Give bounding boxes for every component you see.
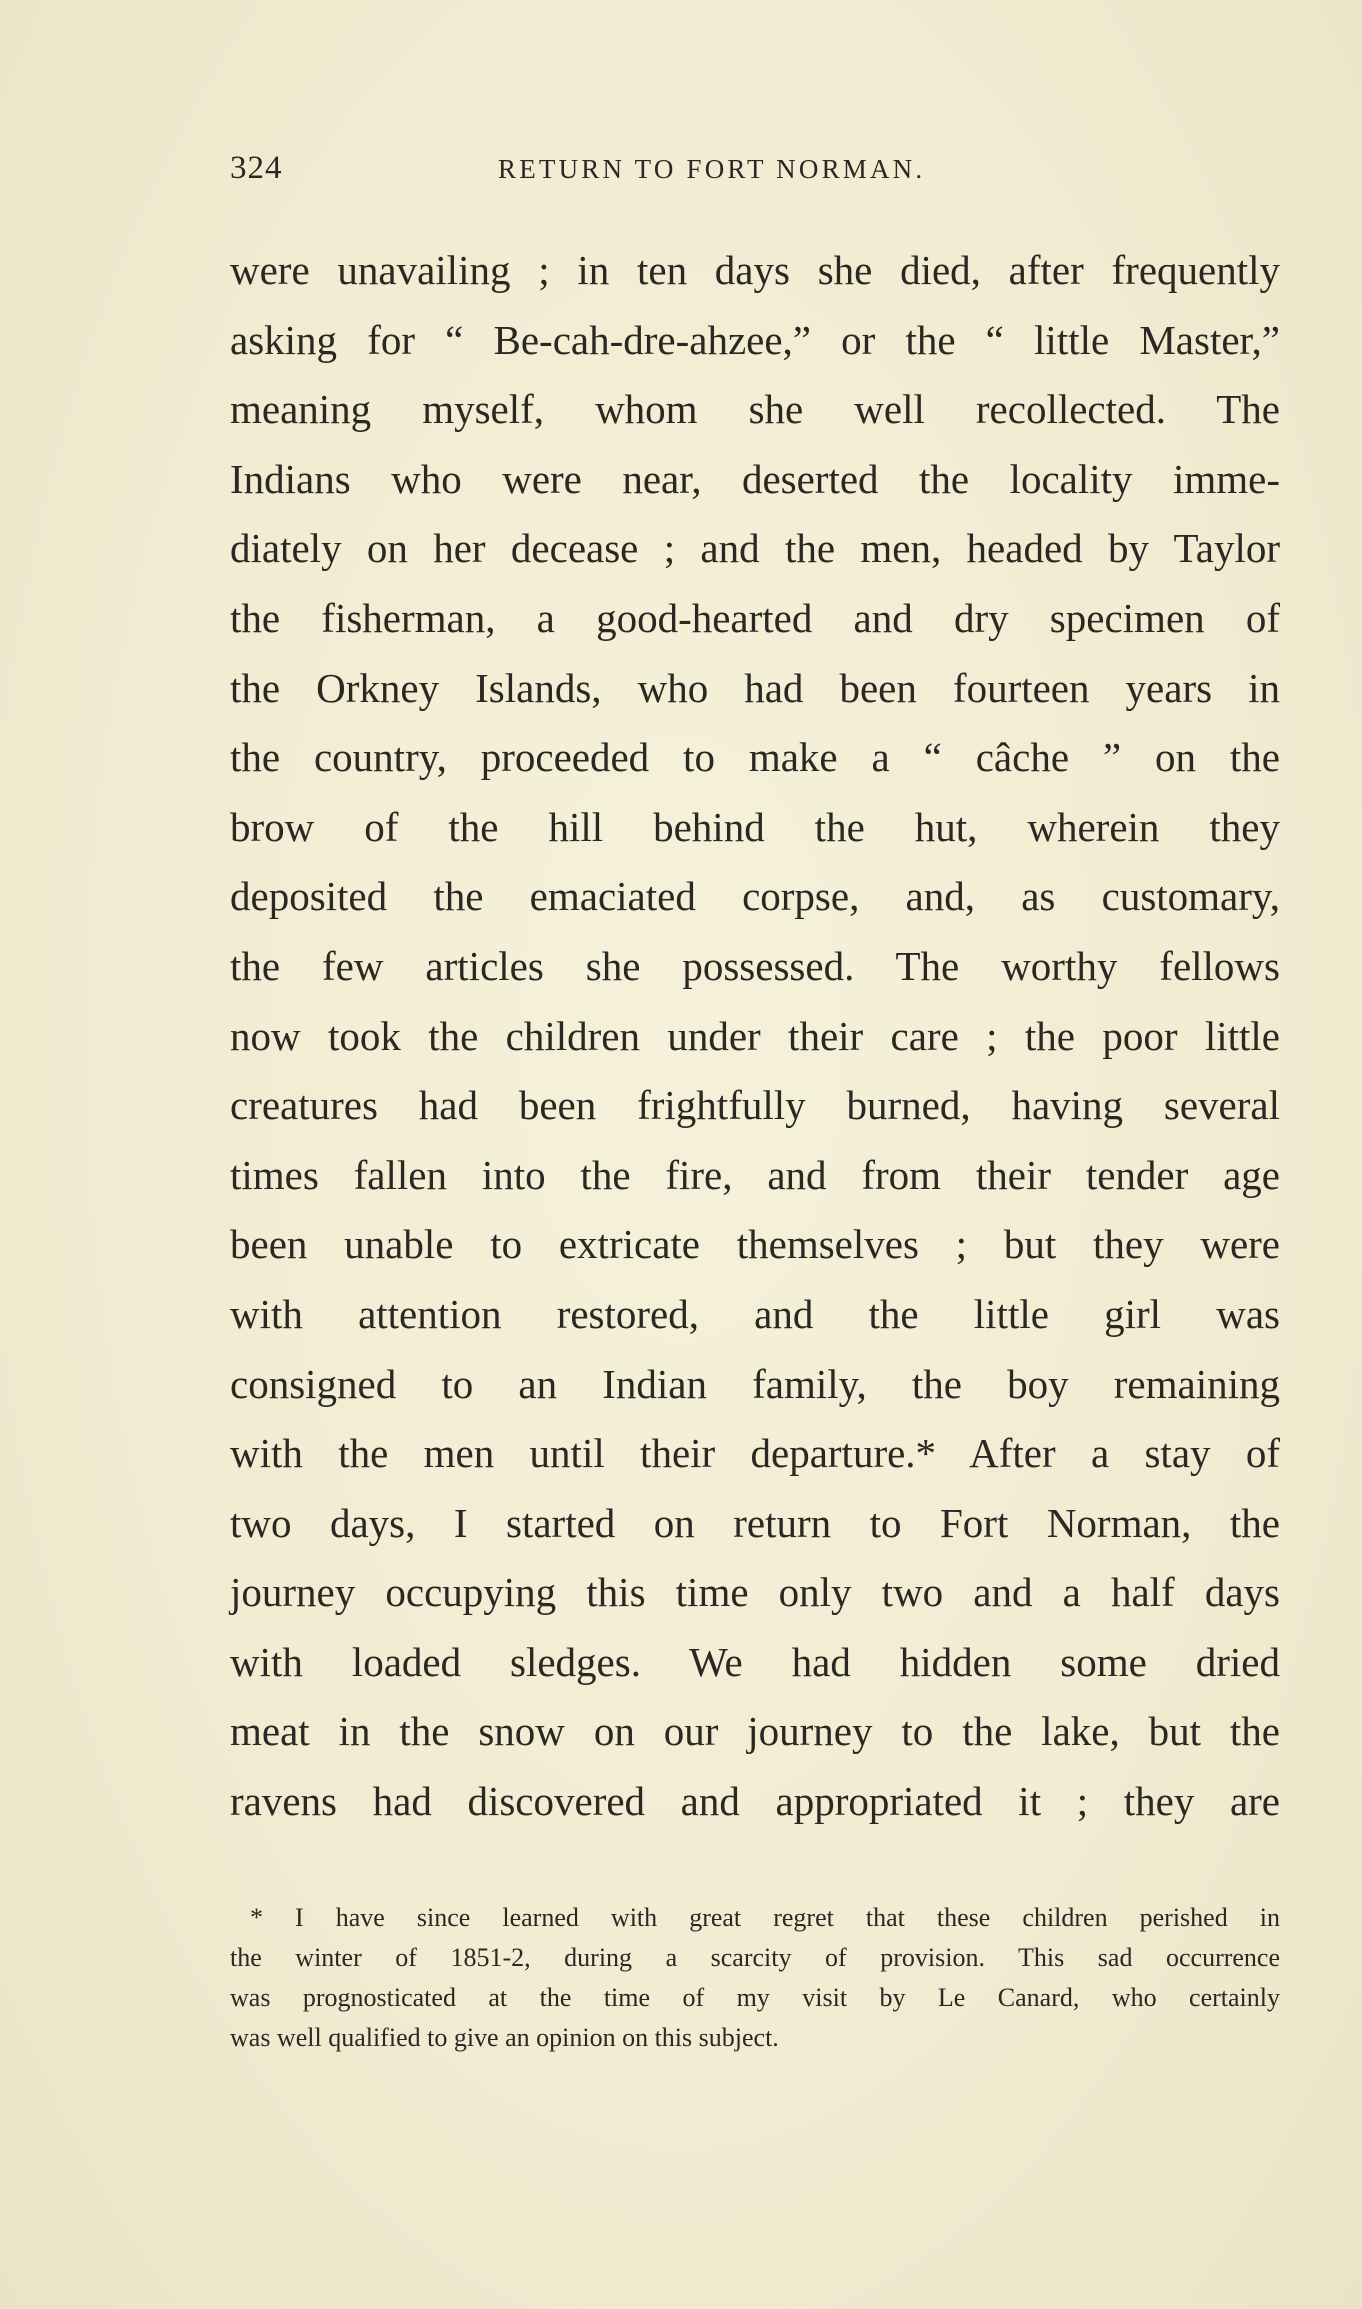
body-text [230,236,1280,1837]
text-line: meaning myself, whom she well recollected. The [230,386,1280,433]
text-line: creatures had been frightfully burned, having several [230,1082,1280,1129]
footnote-line: was well qualified to give an opinion on this subject. [230,2023,779,2052]
text-line: journey occupying this time only two and a half days [230,1569,1280,1616]
footnote-line: the winter of 1851-2, during a scarcity of provision. This sad occurrence [230,1943,1280,1972]
text-line: the Orkney Islands, who had been fourteen years in [230,664,1280,711]
text-line: ravens had discovered and appropriated it ; they are [230,1778,1280,1825]
page-number: 324 [230,150,283,186]
text-line: Indians who were near, deserted the locality imme- [230,455,1280,502]
text-line: now took the children under their care ; the poor little [230,1012,1280,1059]
text-line: times fallen into the fire, and from their tender age [230,1151,1280,1198]
text-line: with attention restored, and the little girl was [230,1290,1280,1337]
footnote [230,1898,1280,2058]
text-line: with the men until their departure.* After a stay of [230,1430,1280,1477]
footnote-line: * I have since learned with great regret that these children perished in [250,1903,1280,1932]
running-head [230,150,1030,200]
text-line: deposited the emaciated corpse, and, as customary, [230,873,1280,920]
text-line: the fisherman, a good-hearted and dry specimen of [230,594,1280,641]
text-line: asking for “ Be-cah-dre-ahzee,” or the “ little Master,” [230,316,1280,363]
text-line: consigned to an Indian family, the boy remaining [230,1360,1280,1407]
text-line: brow of the hill behind the hut, wherein they [230,803,1280,850]
text-line: meat in the snow on our journey to the lake, but the [230,1708,1280,1755]
text-line: were unavailing ; in ten days she died, after frequently [230,247,1280,293]
text-line: with loaded sledges. We had hidden some dried [230,1638,1280,1685]
text-line: diately on her decease ; and the men, headed by Taylor [230,525,1280,572]
text-line: the country, proceeded to make a “ câche ” on the [230,734,1280,781]
text-line: the few articles she possessed. The worthy fellows [230,942,1280,989]
text-line: two days, I started on return to Fort Norman, the [230,1499,1280,1546]
text-line: been unable to extricate themselves ; but they were [230,1221,1280,1268]
running-title: RETURN TO FORT NORMAN. [498,154,926,184]
footnote-line: was prognosticated at the time of my visit by Le Canard, who certainly [230,1983,1280,2012]
